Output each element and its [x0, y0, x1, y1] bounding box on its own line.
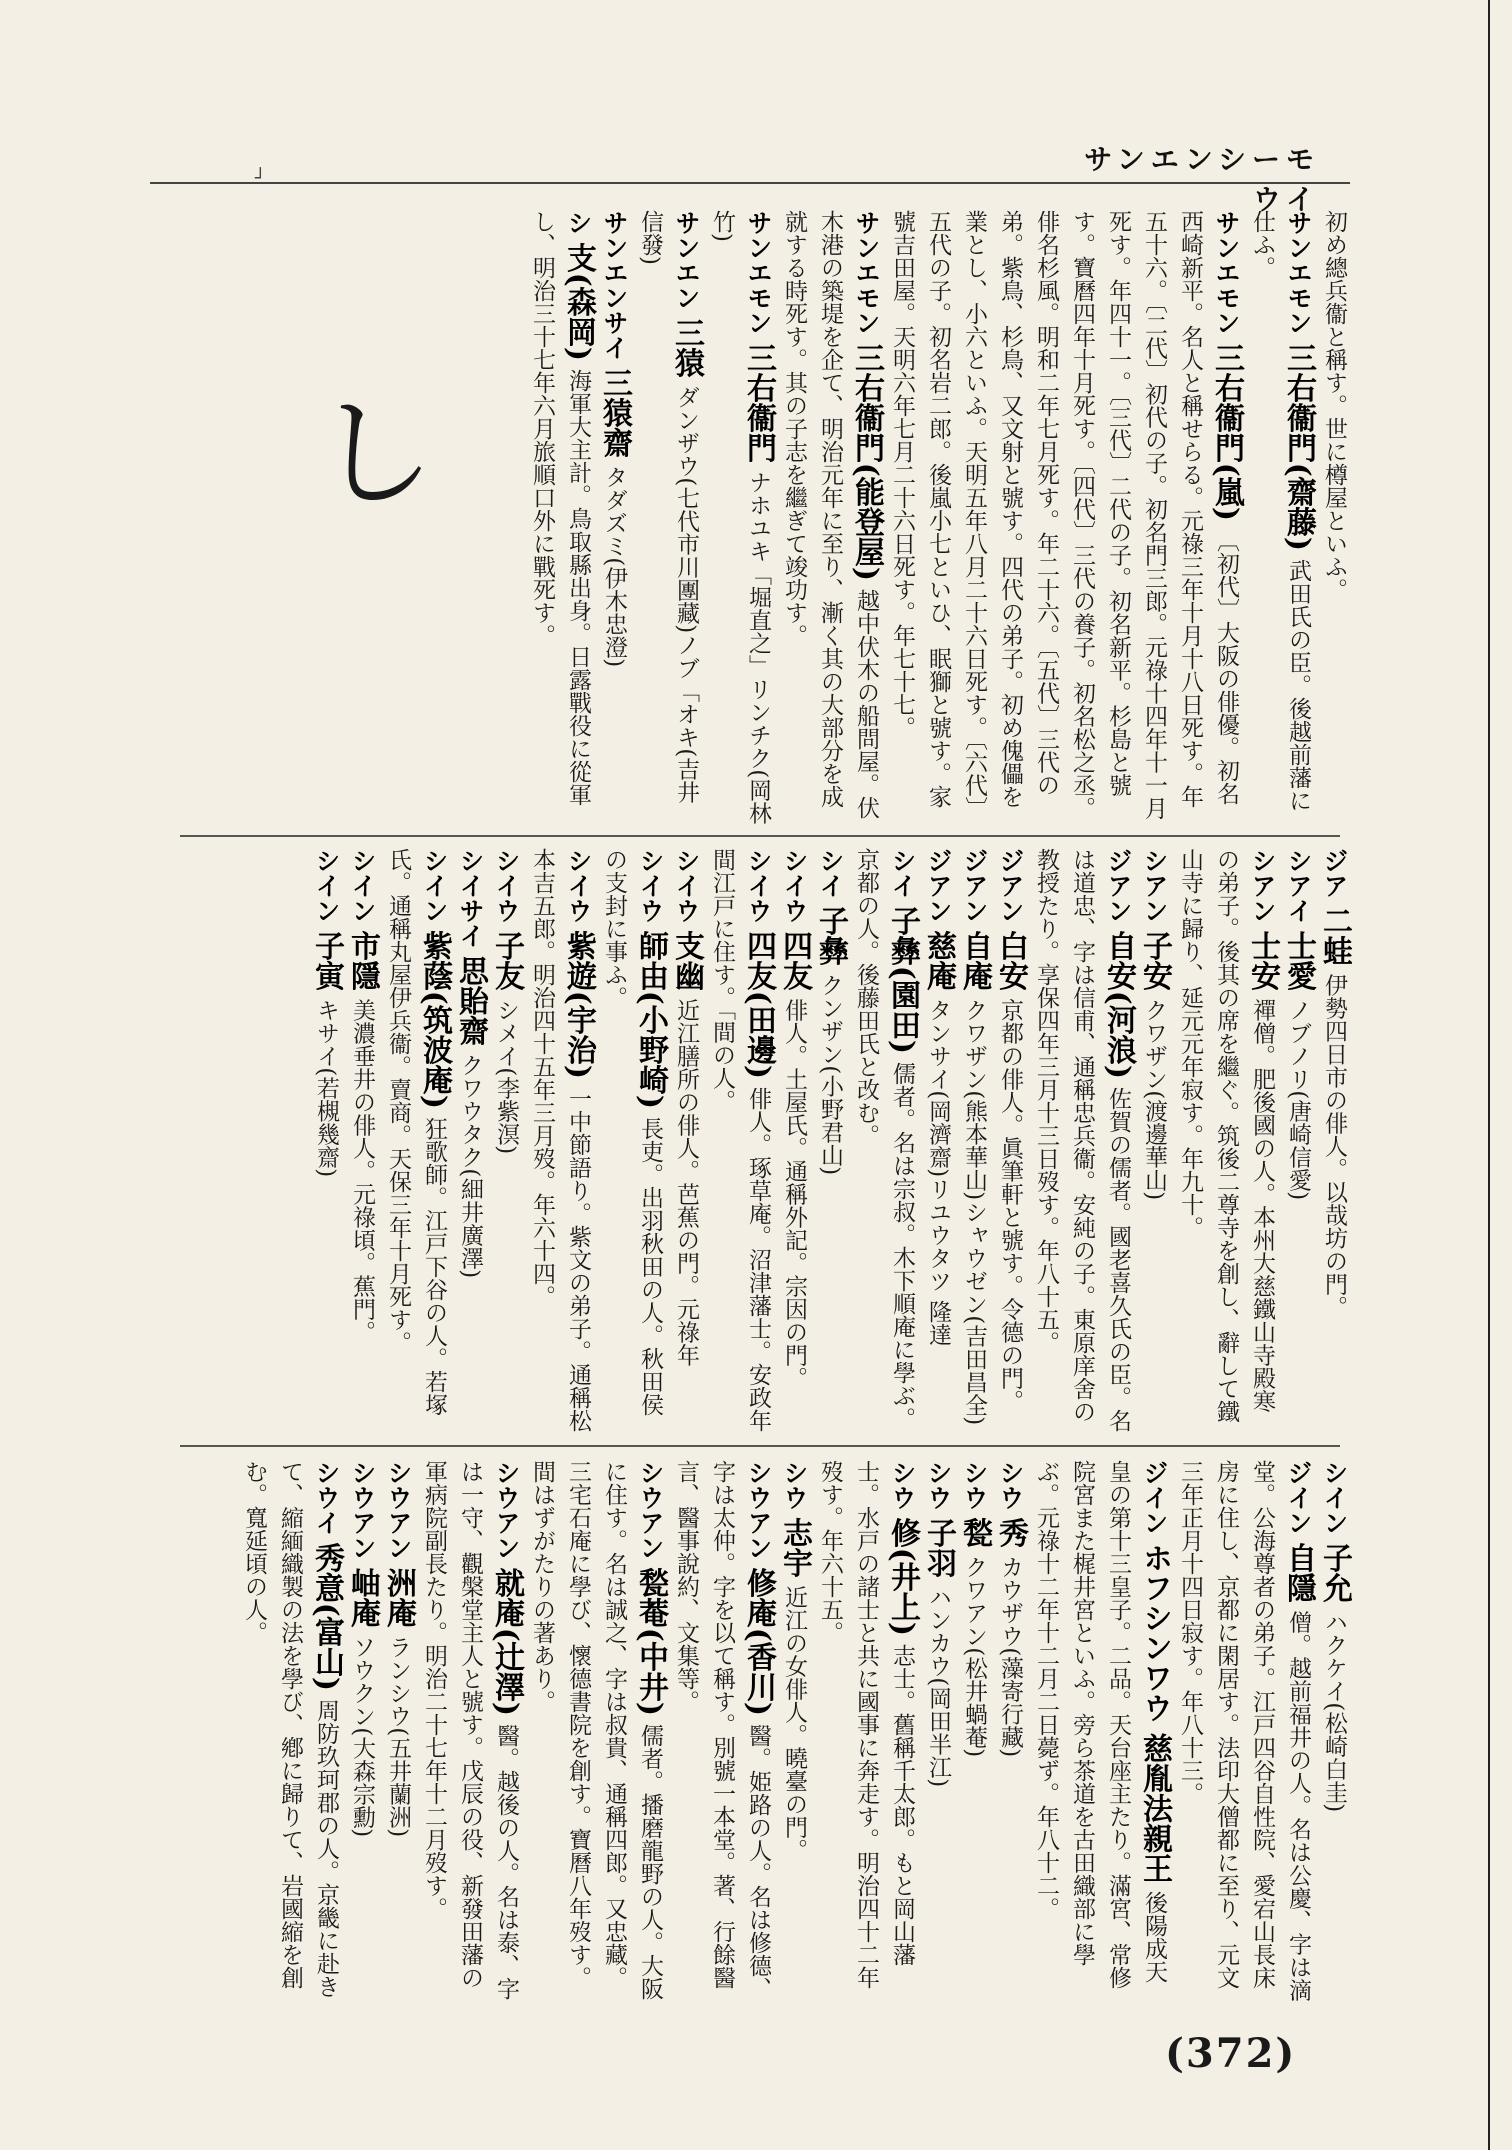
- dictionary-entry: [668, 848, 704, 1433]
- entry-headword: 就庵(辻澤): [489, 1567, 524, 1717]
- dictionary-entry: [1316, 1460, 1352, 2005]
- entry-headword: 三右衞門(能登屋): [849, 342, 884, 582]
- entry-headword: ホフシンワウ 慈胤法親王: [1137, 1542, 1172, 1884]
- dictionary-entry: [704, 848, 776, 1433]
- entry-description: 僧。越前福井の人。名は公慶、字は滴堂。公海尊者の弟子。江戸四谷自性院、愛宕山長床房に住し、京都に閑居す。法印大僧都に至り、元文三年正月十四日寂す。年八十三。: [1177, 1460, 1311, 2002]
- entry-reading: ジアン: [960, 848, 989, 923]
- dictionary-entry: [596, 210, 632, 825]
- print-mark: ┘: [255, 168, 266, 189]
- entry-headword: 子友: [489, 930, 524, 991]
- entry-description: ハンカウ(岡田半江): [925, 1585, 951, 1788]
- entry-description: 志士。舊稱千太郎。もと岡山藩士。水戸の諸士と共に國事に奔走す。明治四十二年歿す。年六十五。: [817, 1460, 915, 1989]
- entry-reading: シウアン: [744, 1460, 773, 1560]
- entry-reading: シイ: [888, 848, 917, 898]
- entry-description: 海軍大主計。鳥取縣出身。日露戰役に從軍し、明治三十七年六月旅順口外に戰死す。: [529, 210, 591, 806]
- entry-headword: 思貽齋: [453, 955, 488, 1046]
- entry-reading: サンエン: [672, 210, 701, 310]
- dictionary-entry: [524, 210, 596, 825]
- dictionary-entry: [1316, 848, 1352, 1433]
- entry-reading: ジイン: [1140, 1460, 1169, 1535]
- entry-reading: シイン: [1320, 1460, 1349, 1535]
- entry-reading: シイ: [816, 848, 845, 898]
- entry-reading: サンエモン: [1284, 210, 1313, 335]
- entry-description: タダズミ(伊木忠澄): [601, 465, 627, 668]
- dictionary-entry: [1244, 210, 1316, 825]
- dictionary-entry: [452, 848, 488, 1433]
- dictionary-entry: [344, 848, 380, 1433]
- entry-description: 狂歌師。江戸下谷の人。若塚氏。通稱丸屋伊兵衞。賣商。天保三年十月死す。: [385, 848, 447, 1416]
- entry-headword: 子羽: [921, 1517, 956, 1578]
- dictionary-entry: [1028, 1460, 1172, 2005]
- entry-reading: シウ: [780, 1460, 809, 1510]
- dictionary-entry: [812, 1460, 920, 2005]
- entry-headword: 三右衞門(嵐): [1209, 342, 1244, 522]
- entry-headword: 士安: [1245, 930, 1280, 991]
- entry-description: ナホユキ「堀直之」リンチク(岡林竹): [709, 210, 771, 825]
- entry-description: 周防玖珂郡の人。京畿に赴きて、縮緬織製の法を學び、鄕に歸りて、岩國縮を創む。寬延頃の人。: [241, 1460, 339, 1998]
- dictionary-entry: [524, 848, 596, 1433]
- dictionary-entry: [920, 1460, 956, 2005]
- entry-description: 佐賀の儒者。國老喜久氏の臣。名は道忠、字は信甫、通稱忠兵衞。安純の子。東原庠舍の教授たり。享保四年三月十三日歿す。年八十五。: [1033, 848, 1131, 1432]
- entry-reading: ジイン: [1284, 1460, 1313, 1535]
- entry-reading: シウ: [924, 1460, 953, 1510]
- dictionary-entry: [812, 848, 848, 1433]
- entry-headword: 自庵: [957, 930, 992, 991]
- entry-headword: 自隱: [1281, 1542, 1316, 1603]
- dictionary-entry: [308, 848, 344, 1433]
- entry-reading: シウ: [960, 1460, 989, 1510]
- entry-reading: シウアン: [348, 1460, 377, 1560]
- entry-headword: 秀意(富山): [309, 1542, 344, 1692]
- entry-reading: シウアン: [492, 1460, 521, 1560]
- entry-reading: シ: [564, 210, 593, 235]
- entry-reading: シウ: [888, 1460, 917, 1510]
- dictionary-entry: [992, 848, 1028, 1433]
- entry-description: 長吏。出羽秋田の人。秋田侯の支封に事ふ。: [601, 848, 663, 1416]
- entry-description: ソウクン(大森宗勳): [349, 1635, 375, 1838]
- dictionary-entry: [884, 210, 1244, 825]
- running-title: サンエンシーモウイ: [1084, 143, 1320, 216]
- entry-description: クワアン(松井蝸菴): [961, 1555, 987, 1758]
- entry-description: クワウタク(細井廣澤): [457, 1053, 483, 1279]
- dictionary-entry: [380, 1460, 416, 2005]
- entry-reading: シイウ: [780, 848, 809, 923]
- entry-headword: 紫遊(宇治): [561, 930, 596, 1080]
- bottom-entries-block: [192, 1460, 1352, 2005]
- entry-reading: ジアン: [924, 848, 953, 923]
- entry-description: 近江の女俳人。曉臺の門。: [781, 1585, 807, 1862]
- entry-reading: シアン: [1248, 848, 1277, 923]
- dictionary-entry: [1172, 848, 1280, 1433]
- dictionary-entry: [920, 848, 956, 1433]
- entry-headword: 士愛: [1281, 930, 1316, 991]
- entry-description: 京都の俳人。眞筆軒と號す。令德の門。: [997, 998, 1023, 1413]
- dictionary-entry: [1136, 848, 1172, 1433]
- dictionary-entry: [416, 1460, 524, 2005]
- dictionary-entry: [1316, 210, 1352, 825]
- entry-reading: シウアン: [384, 1460, 413, 1560]
- entry-headword: 修庵(香川): [741, 1567, 776, 1717]
- entry-headword: 三猿齋: [597, 367, 632, 458]
- entry-description: クワザン(熊本華山)シャウゼン(吉田昌全): [961, 998, 987, 1426]
- entry-description: シメイ(李紫溟): [493, 998, 519, 1155]
- entry-reading: シウアン: [636, 1460, 665, 1560]
- entry-headword: 三猿: [669, 317, 704, 378]
- entry-headword: 三右衞門(齋藤): [1281, 342, 1316, 552]
- entry-description: 醫。越後の人。名は泰、字は一守、觀槃堂主人と號す。戊辰の役、新發田藩の軍病院副長たり。明治二十七年十二月歿す。: [421, 1460, 519, 2000]
- dictionary-entry: [848, 848, 920, 1433]
- entry-reading: シイン: [348, 848, 377, 923]
- entry-description: 美濃垂井の俳人。元祿頃。蕉門。: [349, 998, 375, 1344]
- entry-headword: 紫蔭(筑波庵): [417, 930, 452, 1110]
- entry-headword: 子彝(園田): [885, 905, 920, 1055]
- dictionary-entry: [236, 1460, 344, 2005]
- entry-description: タンサイ(岡濟齋)リユウタツ 隆達: [925, 998, 951, 1346]
- top-entries-block: [332, 210, 1352, 825]
- dictionary-entry: [524, 1460, 668, 2005]
- entry-reading: サンエモン: [744, 210, 773, 335]
- entry-reading: シアン: [1140, 848, 1169, 923]
- entry-description: 伊勢四日市の俳人。以哉坊の門。: [1321, 973, 1347, 1319]
- entry-description: ランシウ(五井蘭洲): [385, 1635, 411, 1838]
- entry-description: ダンザウ(七代市川團藏)ノブ「オキ(吉井信發): [637, 210, 699, 804]
- page-number: (372): [1165, 2030, 1297, 2077]
- entry-reading: シイウ: [492, 848, 521, 923]
- entry-headword: 甃菴(中井): [633, 1567, 668, 1717]
- dictionary-entry: [596, 848, 668, 1433]
- dictionary-entry: [704, 210, 776, 825]
- dictionary-entry: [380, 848, 452, 1433]
- entry-description: ノブノリ(唐崎信愛): [1285, 998, 1311, 1201]
- entry-description: 武田氏の臣。後越前藩に仕ふ。: [1249, 210, 1311, 812]
- entry-headword: 甃: [957, 1517, 992, 1548]
- entry-description: クンザン(小野君山): [817, 973, 843, 1176]
- entry-reading: サンエモン: [1212, 210, 1241, 335]
- entry-description: 儒者。播磨龍野の人。大阪に住す。名は誠之、字は叔貴、通稱四郎。又忠藏。三宅石庵に學び、懷德書院を創す。寶曆八年歿す。間はずがたりの著あり。: [529, 1460, 663, 2000]
- entry-reading: サンエモン: [852, 210, 881, 335]
- entry-headword: 秀: [993, 1517, 1028, 1548]
- entry-description: 禪僧。肥後國の人。本州大慈鐵山寺殿寒の弟子。後其の席を繼ぐ。筑後二尊寺を創し、辭して鐵山寺に歸り、延元元年寂す。年九十。: [1177, 848, 1275, 1423]
- entry-reading: シイン: [420, 848, 449, 923]
- dictionary-entry: [956, 1460, 992, 2005]
- entry-headword: 自安(河浪): [1101, 930, 1136, 1080]
- entry-description: 〔初代〕大阪の俳優。初名西崎新平。名人と稱せらる。元祿三年十月十八日死す。年五十六。〔二代〕初代の子。初名門三郎。元祿十四年十一月死す。年四十一。〔三代〕二代の子。初名新平。杉島と號す。寶曆四年十月死す。〔四代〕三代の養子。初名松之丞。俳名杉風。明和二年七月死す。年二十六。〔五代〕三代の弟。紫鳥、杉鳥、又文射と號す。四代の弟子。初め傀儡を業とし、小六といふ。天明五年八月二十六日死す。〔六代〕五代の子。初名岩二郎。後嵐小七といひ、眠獅と號す。家號吉田屋。天明六年七月二十六日死す。年七十七。: [889, 210, 1239, 820]
- entry-headword: 三右衞門: [741, 342, 776, 463]
- entry-headword: 支幽: [669, 930, 704, 991]
- header-rule: [150, 182, 1350, 184]
- entry-description: キサイ(若槻幾齋): [313, 998, 339, 1178]
- dictionary-entry: [1280, 848, 1316, 1433]
- entry-reading: サンエンサイ: [600, 210, 629, 360]
- entry-headword: 子彝: [813, 905, 848, 966]
- dictionary-entry: [992, 1460, 1028, 2005]
- entry-headword: 岫庵: [345, 1567, 380, 1628]
- entry-reading: ジア: [1320, 848, 1349, 898]
- entry-headword: 子允: [1317, 1542, 1352, 1603]
- entry-description: 初め總兵衞と稱す。世に樽屋といふ。: [1321, 210, 1347, 601]
- entry-reading: シイウ: [636, 848, 665, 923]
- entry-description: 一中節語り。紫文の弟子。通稱松本吉五郎。明治四十五年三月歿。年六十四。: [529, 848, 591, 1432]
- entry-headword: 支(森岡): [561, 242, 596, 362]
- entry-headword: 修(井上): [885, 1517, 920, 1637]
- entry-description: 俳人。土屋氏。通稱外記。宗因の門。: [781, 998, 807, 1390]
- entry-description: 近江膳所の俳人。芭蕉の門。元祿年: [673, 998, 699, 1367]
- entry-reading: シウ: [996, 1460, 1025, 1510]
- page-edge-line: [1488, 0, 1493, 2150]
- entry-headword: 四友: [777, 930, 812, 991]
- dictionary-entry: [776, 1460, 812, 2005]
- dictionary-entry: [488, 848, 524, 1433]
- entry-reading: シイサイ: [456, 848, 485, 948]
- entry-description: 俳人。琢草庵。沼津藩士。安政年間江戸に住す。「間の人。: [709, 848, 771, 1432]
- section-divider-2: [180, 1445, 1340, 1447]
- dictionary-entry: [344, 1460, 380, 2005]
- entry-reading: シイン: [312, 848, 341, 923]
- entry-reading: シイウ: [744, 848, 773, 923]
- entry-reading: シアイ: [1284, 848, 1313, 923]
- entry-headword: 二蛙: [1317, 905, 1352, 966]
- dictionary-entry: [1172, 1460, 1316, 2005]
- entry-description: ハクケイ(松崎白圭): [1321, 1610, 1347, 1813]
- entry-headword: 市隱: [345, 930, 380, 991]
- entry-description: 越中伏木の船問屋。伏木港の築堤を企て、明治元年に至り、漸く其の大部分を成就する時死す。其の子志を繼ぎて竣功す。: [781, 210, 879, 819]
- section-divider-1: [180, 835, 1340, 837]
- entry-description: カウザウ(藻寄行藏): [997, 1555, 1023, 1758]
- dictionary-entry: [776, 210, 884, 825]
- dictionary-entry: [776, 848, 812, 1433]
- dictionary-entry: [1028, 848, 1136, 1433]
- dictionary-entry: [632, 210, 704, 825]
- entry-description: 儒者。名は宗叔。木下順庵に學ぶ。京都の人。後藤田氏と改む。: [853, 848, 915, 1430]
- dictionary-entry: [956, 848, 992, 1433]
- dictionary-entry: [668, 1460, 776, 2005]
- entry-headword: 子寅: [309, 930, 344, 991]
- entry-description: 醫。姫路の人。名は修德、字は太仲。字を以て稱す。別號一本堂。著、行餘醫言、醫事說約、文集等。: [673, 1460, 771, 2000]
- entry-reading: シイウ: [564, 848, 593, 923]
- entry-headword: 白安: [993, 930, 1028, 991]
- middle-entries-block: [192, 848, 1352, 1433]
- entry-headword: 子安: [1137, 930, 1172, 991]
- entry-headword: 四友(田邊): [741, 930, 776, 1080]
- entry-headword: 志宇: [777, 1517, 812, 1578]
- entry-description: 後陽成天皇の第十三皇子。二品。天台座主たり。滿宮、常修院宮また梶井宮といふ。旁ら茶道を古田織部に學ぶ。元祿十二年十二月二日薨ず。年八十二。: [1033, 1460, 1167, 1989]
- entry-headword: 慈庵: [921, 930, 956, 991]
- entry-description: クワザン(渡邊華山): [1141, 998, 1167, 1201]
- entry-reading: ジアン: [1104, 848, 1133, 923]
- entry-reading: シウイ: [312, 1460, 341, 1535]
- kana-section-mark: し: [315, 385, 435, 524]
- entry-reading: シイウ: [672, 848, 701, 923]
- entry-reading: ジアン: [996, 848, 1025, 923]
- entry-headword: 洲庵: [381, 1567, 416, 1628]
- entry-headword: 師由(小野崎): [633, 930, 668, 1110]
